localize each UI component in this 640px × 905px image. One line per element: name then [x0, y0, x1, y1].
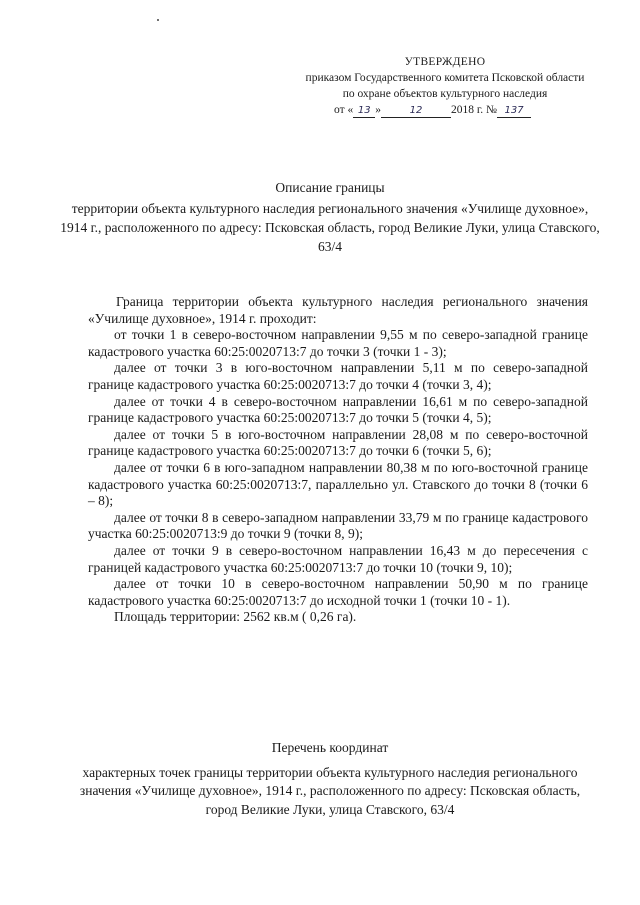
boundary-intro: Граница территории объекта культурного наследия регионального значения «Училище духовное», 1914 г. проходит: — [88, 294, 588, 326]
boundary-heading: Описание границы — [275, 180, 385, 195]
approval-line-2: по охране объектов культурного наследия — [342, 88, 548, 100]
approval-stamp-block — [290, 54, 600, 118]
handwritten-month: 12 — [381, 105, 451, 118]
boundary-segment: далее от точки 5 в юго-восточном направлении 28,08 м по северо-восточной границе кадастрового участка 60:25:0020713:7 до точки 6 (точки 5, 6); — [88, 426, 588, 459]
date-prefix: от « — [334, 104, 354, 116]
coordinates-subheading: характерных точек границы территории объекта культурного наследия регионального значения «Училище духовное», 1914 г., расположенного по адресу: Псковская область, город Великие Луки, улица Ставского, 63/4 — [79, 764, 581, 817]
boundary-segment: далее от точки 10 в северо-восточном направлении 50,90 м по границе кадастрового участка 60:25:0020713:7 до исходной точки 1 (точки 10 - 1). — [88, 576, 588, 608]
date-mid: » — [375, 104, 381, 116]
handwritten-order-number: 137 — [497, 105, 531, 118]
approval-line-1: приказом Государственного комитета Псковской области — [305, 72, 585, 84]
boundary-segment: далее от точки 6 в юго-западном направлении 80,38 м по юго-восточной границе кадастрового участка 60:25:0020713:7, параллельно ул. Ставского до точки 8 (точки 6 – 8); — [88, 459, 588, 509]
boundary-segment: от точки 1 в северо-восточном направлении 9,55 м по северо-западной границе кадастрового участка 60:25:0020713:7 до точки 3 (точки 1 - 3); — [88, 327, 588, 359]
boundary-description — [88, 294, 588, 626]
handwritten-day: 13 — [353, 105, 375, 118]
year-text: 2018 г. № — [451, 104, 498, 116]
boundary-segment: далее от точки 8 в северо-западном направлении 33,79 м по границе кадастрового участка 60:25:0020713:9 до точки 9 (точки 8, 9); — [88, 509, 588, 542]
boundary-segment: далее от точки 4 в северо-восточном направлении 16,61 м по северо-западной границе кадастрового участка 60:25:0020713:7 до точки 5 (точки 4, 5); — [88, 393, 588, 426]
approval-date-line — [290, 102, 600, 118]
approval-title: УТВЕРЖДЕНО — [404, 56, 486, 68]
boundary-title-block — [60, 178, 600, 256]
coordinates-heading: Перечень координат — [271, 740, 389, 755]
boundary-subheading: территории объекта культурного наследия регионального значения «Училище духовное», 1914 г., расположенного по адресу: Псковская область, город Великие Луки, улица Ставского, 63/4 — [60, 201, 600, 254]
boundary-segment: далее от точки 9 в северо-восточном направлении 16,43 м до пересечения с границей кадастрового участка 60:25:0020713:7 до точки 10 (точки 9, 10); — [88, 542, 588, 575]
scan-speck — [157, 19, 159, 21]
territory-area: Площадь территории: 2562 кв.м ( 0,26 га). — [114, 609, 357, 625]
coordinates-title-block — [70, 739, 590, 819]
boundary-segment: далее от точки 3 в юго-восточном направлении 5,11 м по северо-западной границе кадастрового участка 60:25:0020713:7 до точки 4 (точки 3, 4); — [88, 360, 588, 392]
